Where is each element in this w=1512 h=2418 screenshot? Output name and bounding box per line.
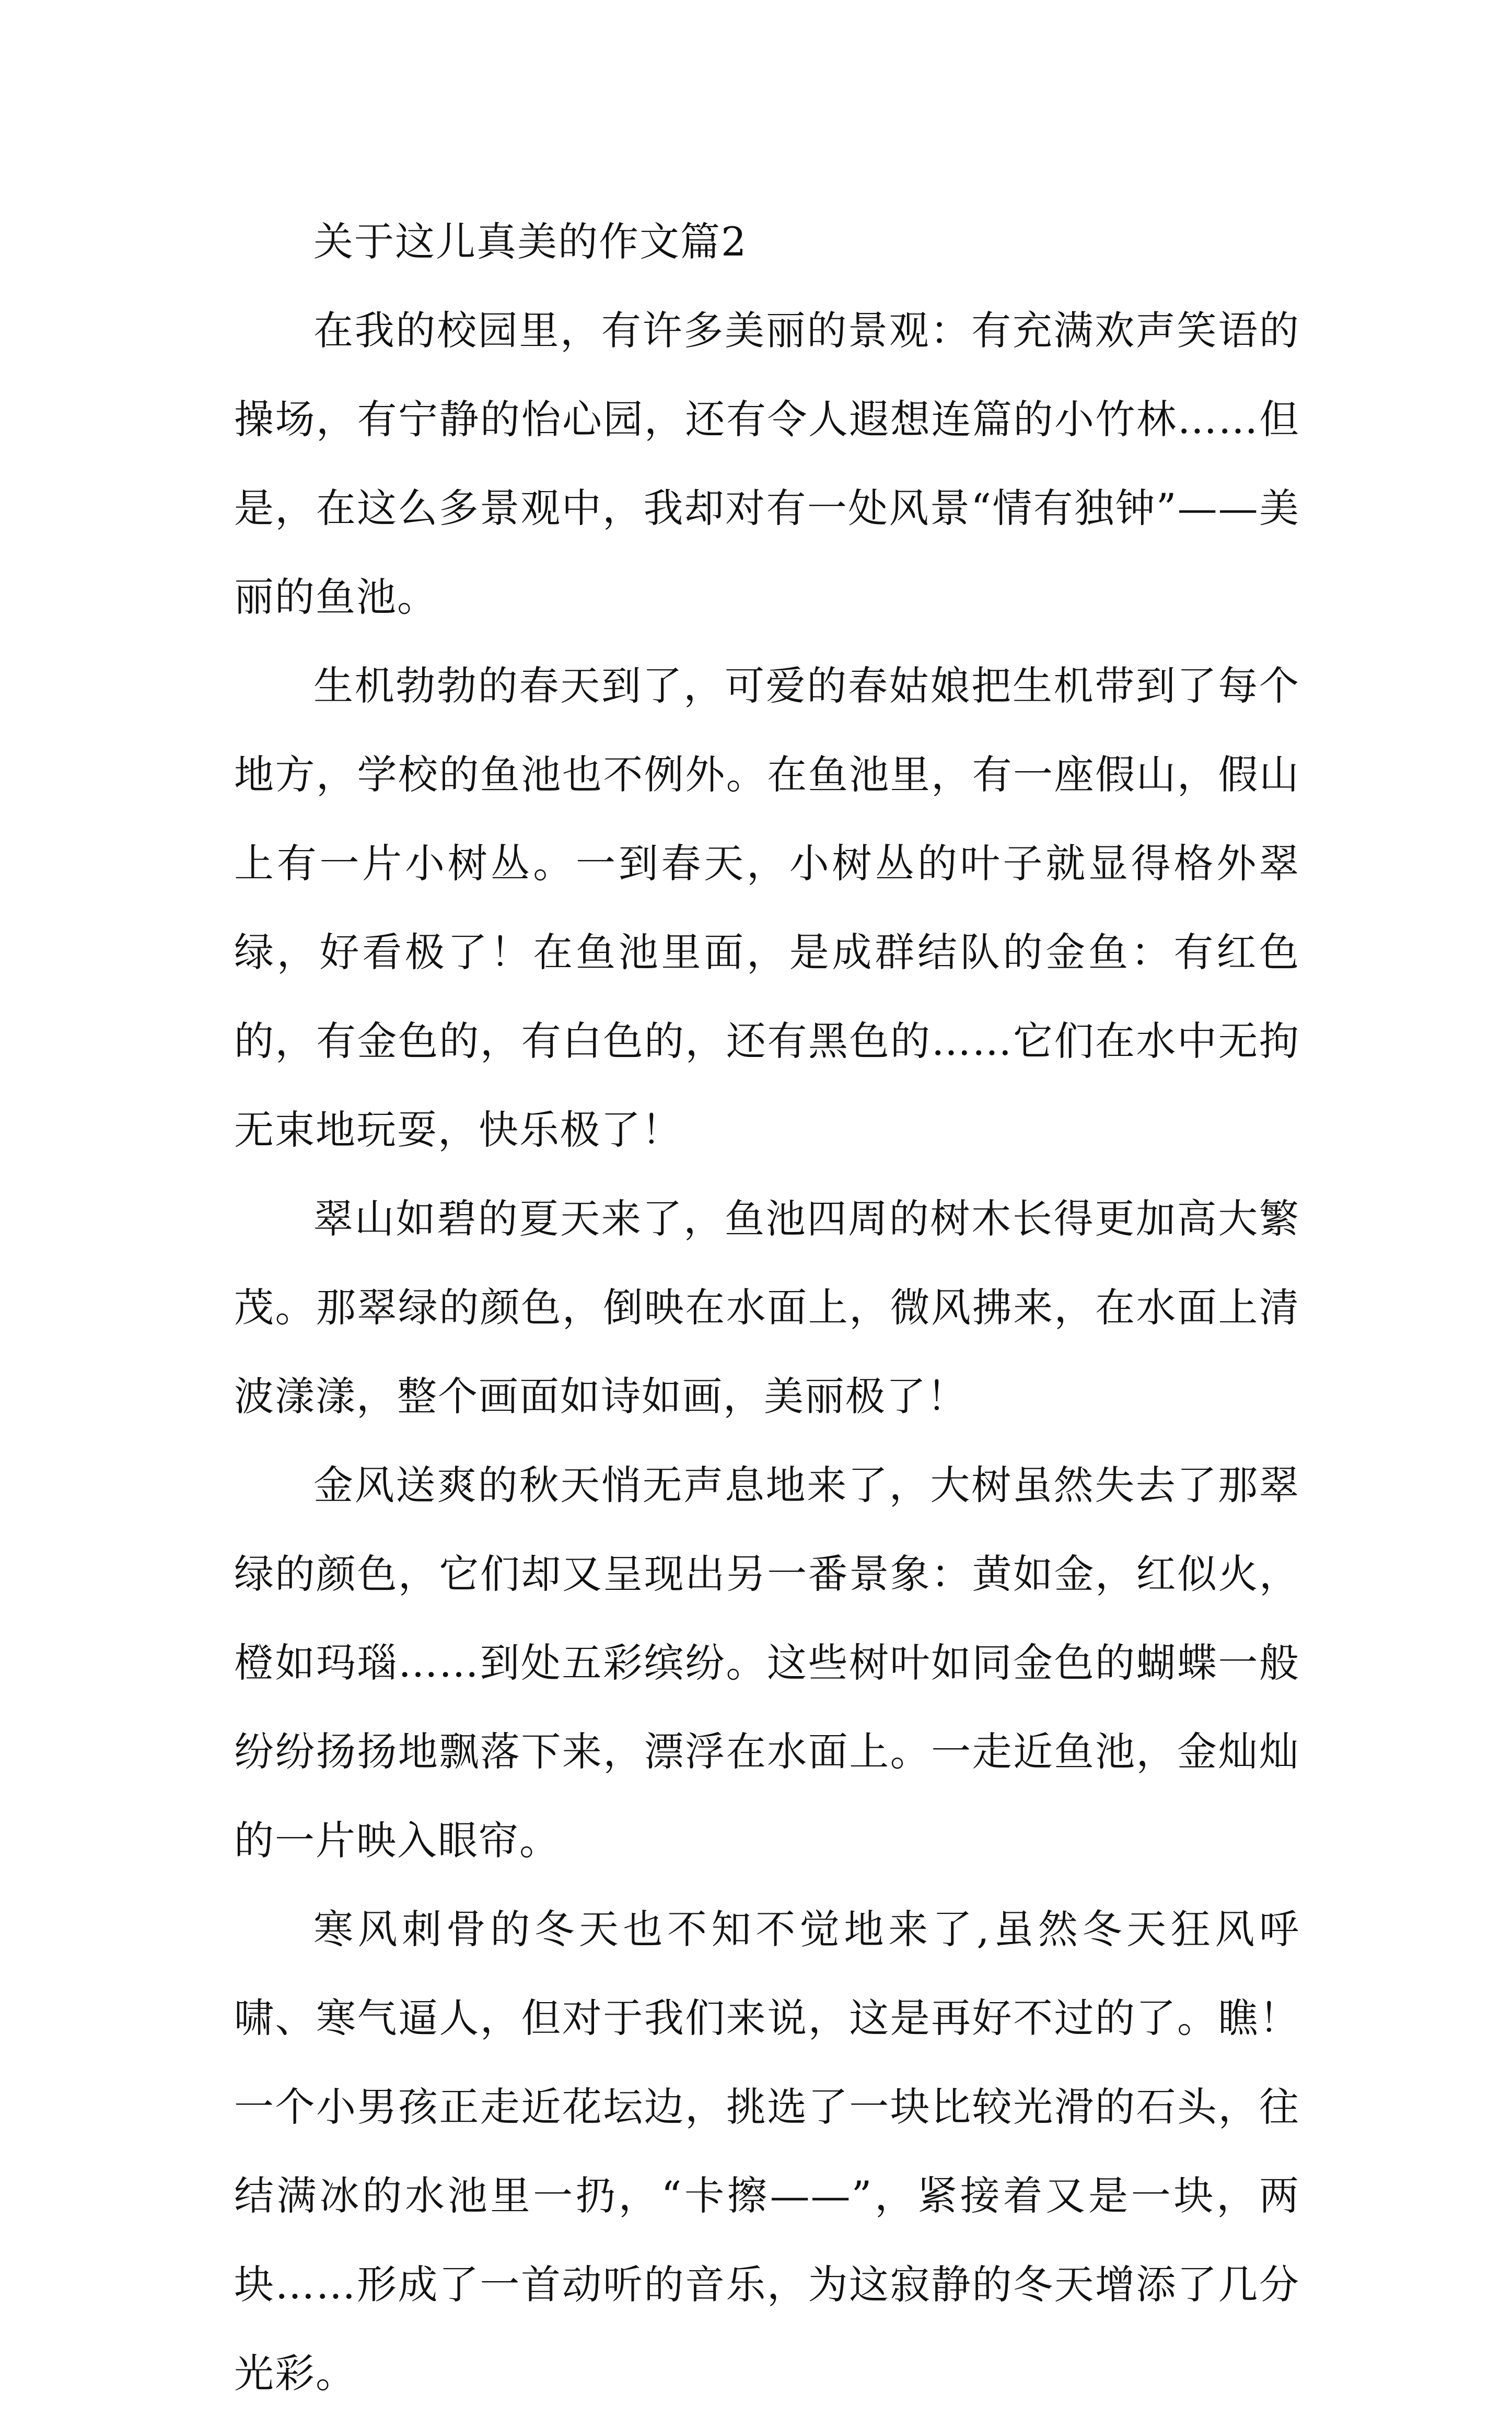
paragraph-autumn: 金风送爽的秋天悄无声息地来了，大树虽然失去了那翠绿的颜色，它们却又呈现出另一番景象：黄如金，红似火，橙如玛瑙……到处五彩缤纷。这些树叶如同金色的蝴蝶一般纷纷扬扬地飘落下来，漂浮在水面上。一走近鱼池，金灿灿的一片映入眼帘。 [234,1462,1300,1864]
paragraph-spring: 生机勃勃的春天到了，可爱的春姑娘把生机带到了每个地方，学校的鱼池也不例外。在鱼池里，有一座假山，假山上有一片小树丛。一到春天，小树丛的叶子就显得格外翠绿，好看极了！在鱼池里面，是成群结队的金鱼：有红色的，有金色的，有白色的，还有黑色的……它们在水中无拘无束地玩耍，快乐极了！ [234,662,1300,1153]
paragraph-winter: 寒风刺骨的冬天也不知不觉地来了,虽然冬天狂风呼啸、寒气逼人，但对于我们来说，这是再好不过的了。瞧！一个小男孩正走近花坛边，挑选了一块比较光滑的石头，往结满冰的水池里一扔，“卡擦——”，紧接着又是一块，两块……形成了一首动听的音乐，为这寂静的冬天增添了几分光彩。 [234,1906,1300,2397]
paragraph-intro: 在我的校园里，有许多美丽的景观：有充满欢声笑语的操场，有宁静的怡心园，还有令人遐想连篇的小竹林……但是，在这么多景观中，我却对有一处风景“情有独钟”——美丽的鱼池。 [234,307,1300,620]
paragraph-summer: 翠山如碧的夏天来了，鱼池四周的树木长得更加高大繁茂。那翠绿的颜色，倒映在水面上，微风拂来，在水面上清波漾漾，整个画面如诗如画，美丽极了！ [234,1195,1300,1420]
document-body [234,197,1300,2418]
document-title: 关于这儿真美的作文篇2 [313,218,748,265]
